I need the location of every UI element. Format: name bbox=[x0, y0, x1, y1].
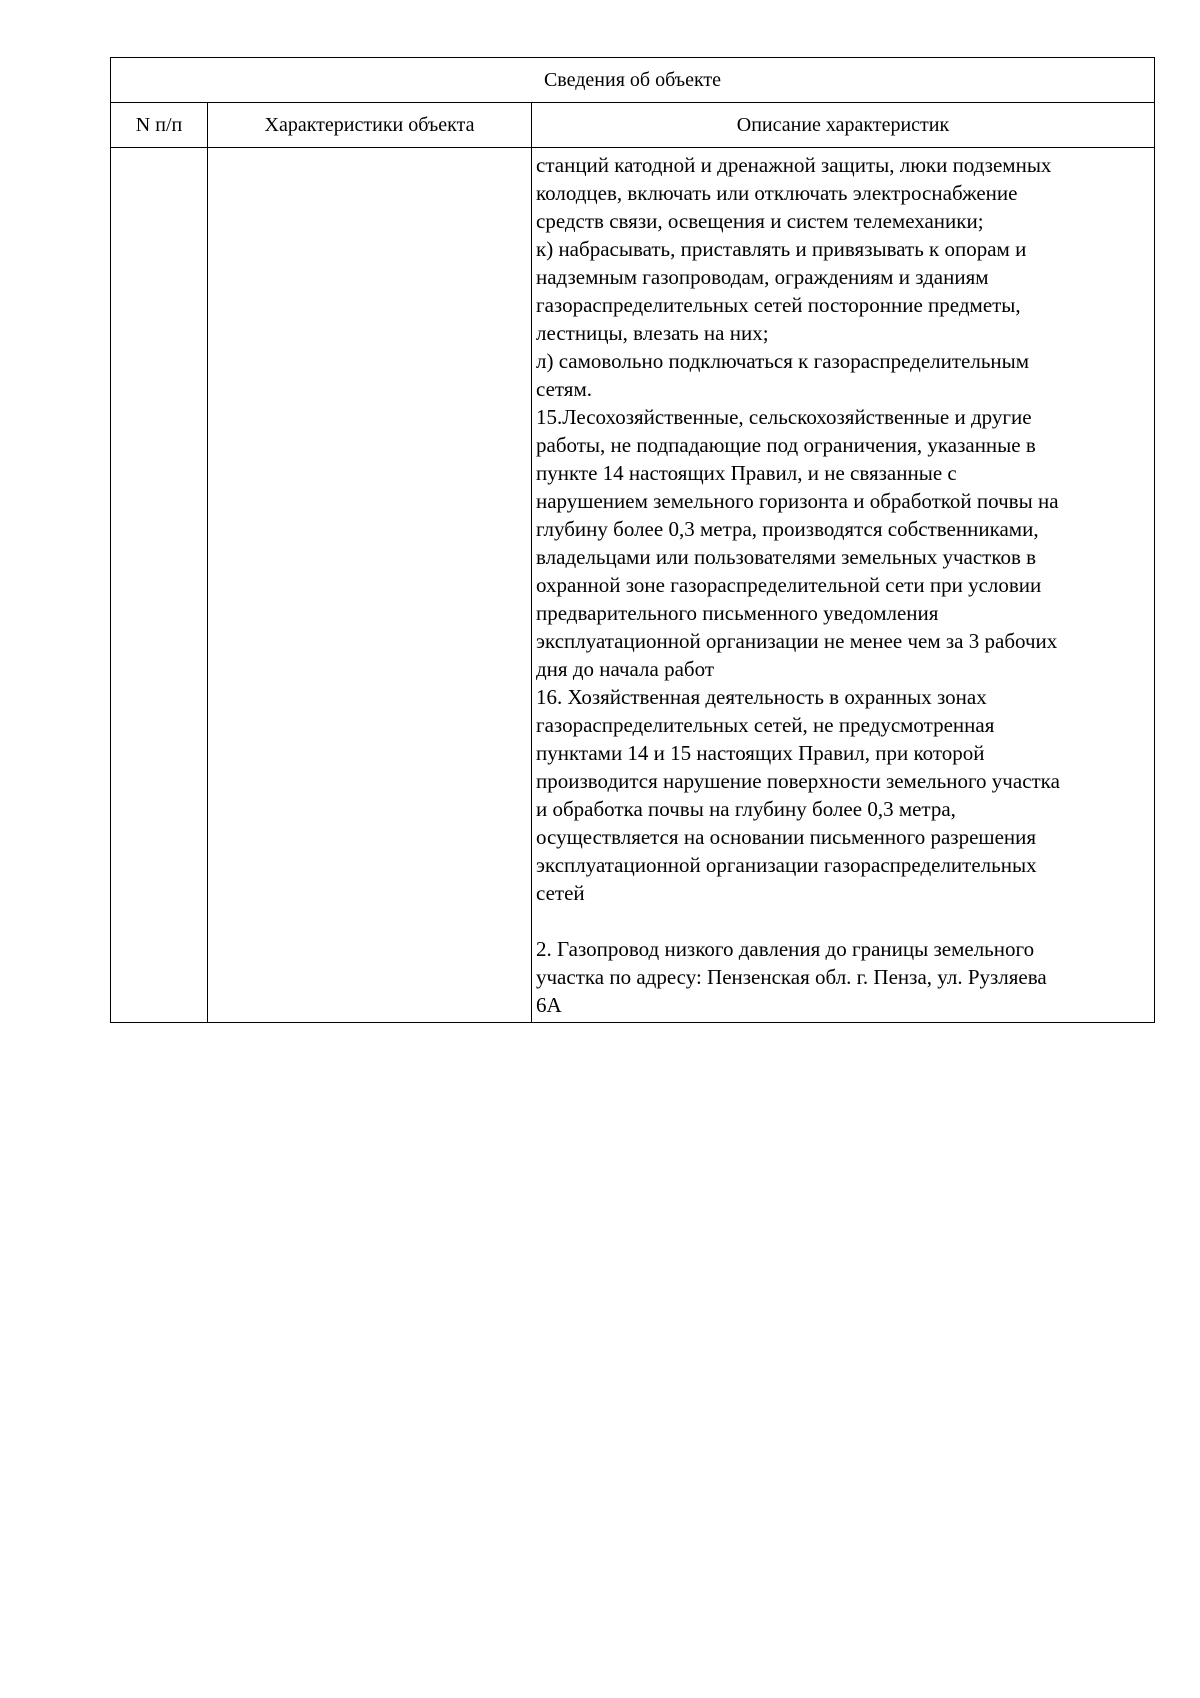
description-line: осуществляется на основании письменного разрешения bbox=[536, 825, 1037, 849]
description-line: лестницы, влезать на них; bbox=[536, 321, 769, 345]
description-line: станций катодной и дренажной защиты, люки подземных bbox=[536, 153, 1052, 177]
description-blank-line bbox=[536, 907, 1152, 935]
description-line: колодцев, включать или отключать электроснабжение bbox=[536, 181, 1018, 205]
description-line: 2. Газопровод низкого давления до границы земельного bbox=[536, 937, 1035, 961]
description-line: средств связи, освещения и систем телемеханики; bbox=[536, 209, 984, 233]
description-line: к) набрасывать, приставлять и привязывать к опорам и bbox=[536, 237, 1027, 261]
description-line: 6А bbox=[536, 993, 562, 1017]
table-row bbox=[111, 148, 1155, 1023]
description-line: сетей bbox=[536, 881, 585, 905]
description-line: владельцами или пользователями земельных участков в bbox=[536, 545, 1037, 569]
row-description-cell bbox=[532, 148, 1155, 1023]
table-title: Сведения об объекте bbox=[111, 58, 1155, 103]
description-line: эксплуатационной организации газораспределительных bbox=[536, 853, 1037, 877]
description-line: пункте 14 настоящих Правил, и не связанные с bbox=[536, 461, 957, 485]
description-line: 16. Хозяйственная деятельность в охранных зонах bbox=[536, 685, 987, 709]
table-title-row bbox=[111, 58, 1155, 103]
description-line: нарушением земельного горизонта и обработкой почвы на bbox=[536, 489, 1059, 513]
description-line: газораспределительных сетей посторонние предметы, bbox=[536, 293, 1021, 317]
description-line: работы, не подпадающие под ограничения, указанные в bbox=[536, 433, 1036, 457]
table-header-row bbox=[111, 103, 1155, 148]
description-line: охранной зоне газораспределительной сети при условии bbox=[536, 573, 1042, 597]
description-line: л) самовольно подключаться к газораспределительным bbox=[536, 349, 1030, 373]
description-line: эксплуатационной организации не менее чем за 3 рабочих bbox=[536, 629, 1058, 653]
header-description: Описание характеристик bbox=[532, 103, 1155, 148]
description-line: сетям. bbox=[536, 377, 592, 401]
description-line: 15.Лесохозяйственные, сельскохозяйственные и другие bbox=[536, 405, 1032, 429]
description-line: производится нарушение поверхности земельного участка bbox=[536, 769, 1060, 793]
description-line: участка по адресу: Пензенская обл. г. Пенза, ул. Рузляева bbox=[536, 965, 1047, 989]
object-info-table bbox=[110, 57, 1155, 1023]
description-line: надземным газопроводам, ограждениям и зданиям bbox=[536, 265, 989, 289]
header-characteristics: Характеристики объекта bbox=[208, 103, 532, 148]
description-line: пунктами 14 и 15 настоящих Правил, при которой bbox=[536, 741, 985, 765]
header-number: N п/п bbox=[111, 103, 208, 148]
description-line: предварительного письменного уведомления bbox=[536, 601, 939, 625]
description-text bbox=[532, 148, 1154, 1019]
description-line: глубину более 0,3 метра, производятся собственниками, bbox=[536, 517, 1039, 541]
row-number-cell bbox=[111, 148, 208, 1023]
description-line: и обработка почвы на глубину более 0,3 метра, bbox=[536, 797, 956, 821]
row-characteristics-cell bbox=[208, 148, 532, 1023]
description-line: газораспределительных сетей, не предусмотренная bbox=[536, 713, 995, 737]
description-line: дня до начала работ bbox=[536, 657, 715, 681]
